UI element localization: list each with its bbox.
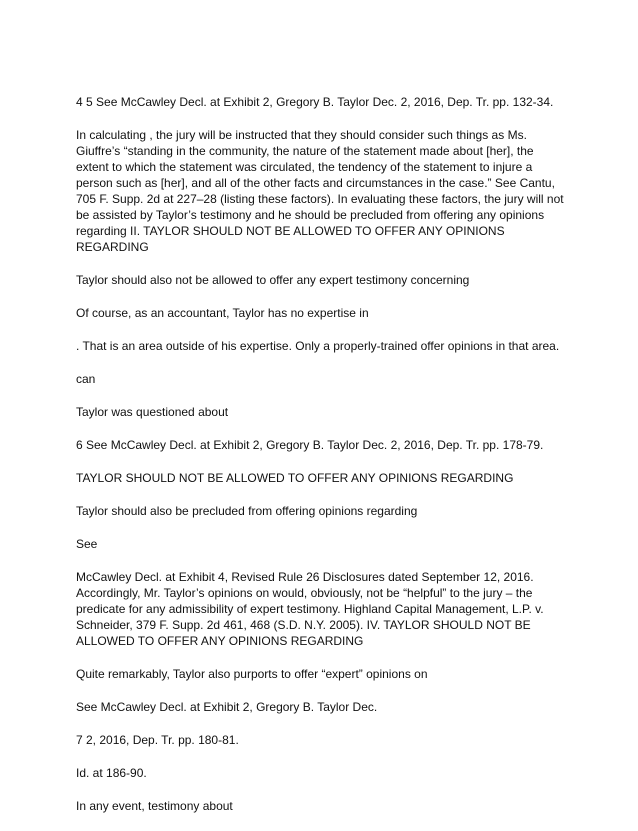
body-paragraph: In any event, testimony about [76, 799, 233, 813]
body-paragraph: Taylor should also not be allowed to offer any expert testimony concerning [76, 273, 470, 287]
body-paragraph: McCawley Decl. at Exhibit 4, Revised Rule 26 Disclosures dated September 12, 2016. Accordingly, Mr. Taylor’s opinions on would, obviously, not be “helpful” to the jury – the predicate for any admissibility of expert testimony. Highland Capital Management, L.P. v. Schneider, 379 F. Supp. 2d 461, 468 (S.D. N.Y. 2005). IV. TAYLOR SHOULD NOT BE ALLOWED TO OFFER ANY OPINIONS REGARDING [76, 570, 544, 648]
body-paragraph: Quite remarkably, Taylor also purports to offer “expert” opinions on [76, 667, 428, 681]
body-paragraph: Taylor should also be precluded from offering opinions regarding [76, 504, 418, 518]
document-body [76, 94, 566, 831]
body-paragraph: . That is an area outside of his expertise. Only a properly-trained offer opinions in that area. [76, 339, 560, 353]
footnote-paragraph: 6 See McCawley Decl. at Exhibit 2, Gregory B. Taylor Dec. 2, 2016, Dep. Tr. pp. 178-79. [76, 438, 544, 452]
body-paragraph: Taylor was questioned about [76, 405, 229, 419]
body-paragraph: See [76, 537, 98, 551]
body-paragraph: Id. at 186-90. [76, 766, 147, 780]
footnote-paragraph: 7 2, 2016, Dep. Tr. pp. 180-81. [76, 733, 239, 747]
footnote-paragraph: 4 5 See McCawley Decl. at Exhibit 2, Gregory B. Taylor Dec. 2, 2016, Dep. Tr. pp. 132-34. [76, 95, 554, 109]
body-paragraph: See McCawley Decl. at Exhibit 2, Gregory B. Taylor Dec. [76, 700, 378, 714]
section-heading: TAYLOR SHOULD NOT BE ALLOWED TO OFFER ANY OPINIONS REGARDING [76, 471, 514, 485]
body-paragraph: Of course, as an accountant, Taylor has no expertise in [76, 306, 369, 320]
body-paragraph: can [76, 372, 96, 386]
body-paragraph: In calculating , the jury will be instructed that they should consider such things as Ms. Giuffre’s “standing in the community, the nature of the statement made about [her], the extent to which the statement was circulated, the tendency of the statement to injure a person such as [her], and all of the other facts and circumstances in the case.” See Cantu, 705 F. Supp. 2d at 227–28 (listing these factors). In evaluating these factors, the jury will not be assisted by Taylor’s testimony and he should be precluded from offering any opinions regarding II. TAYLOR SHOULD NOT BE ALLOWED TO OFFER ANY OPINIONS REGARDING [76, 128, 564, 254]
